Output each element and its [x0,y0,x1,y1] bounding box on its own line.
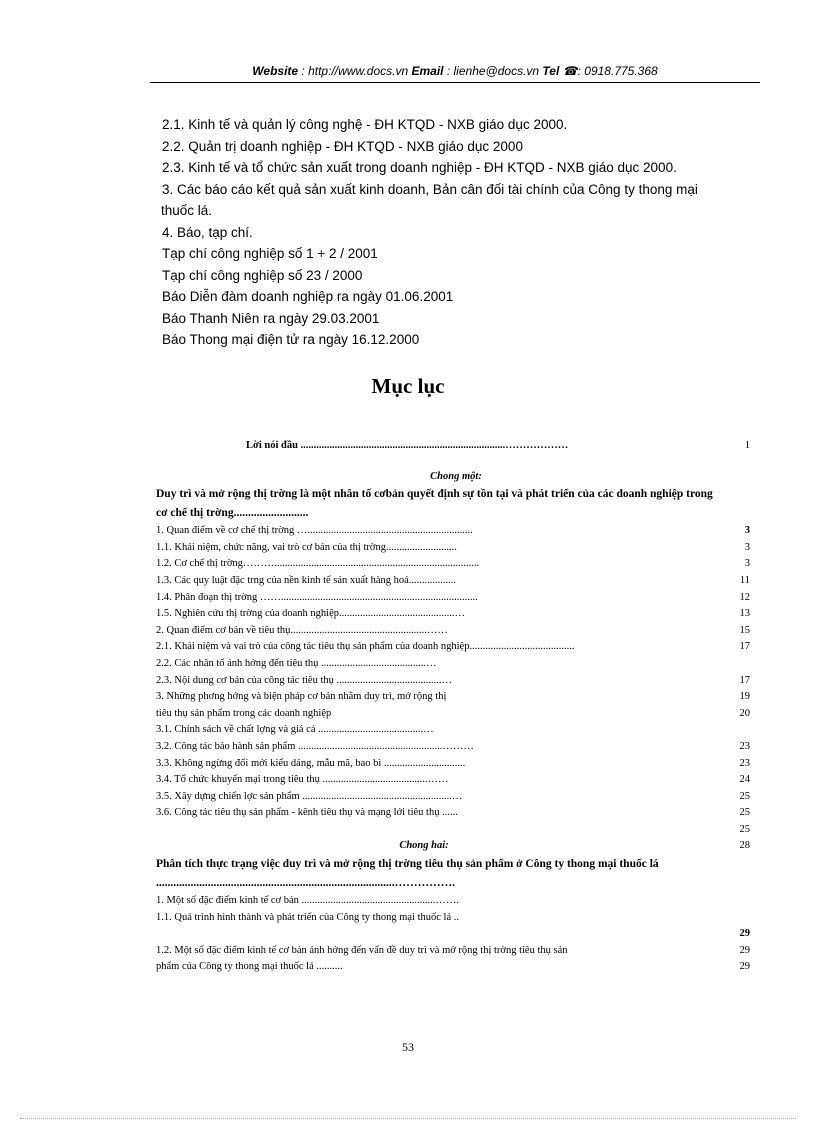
toc-entry-text: 1.2. Một số đặc điểm kinh tế cơ bản ảnh hởng đến vấn đề duy trì và mở rộng thị trờng tiêu thụ sản [156,944,568,956]
toc-entry [156,673,756,690]
toc-entry-page: 20 [739,707,750,719]
toc-entry-text: Lời nói đầu ..............................................................................……………… [246,440,569,451]
email-value: : lienhe@docs.vn [446,64,540,78]
toc-entry-text: 3.6. Công tác tiêu thụ sản phẩm - kênh tiêu thụ và mạng lới tiêu thụ ...... [156,807,458,819]
website-label: Website [252,64,299,78]
toc-entry [156,822,756,839]
toc-entry [156,639,756,656]
chapter-2-label-row [156,838,756,855]
toc-entry-page: 23 [739,740,750,752]
toc-entry [156,573,756,590]
toc-entry [156,910,756,927]
toc-entry-text: 3. Những phơng hớng và biện pháp cơ bản nhằm duy trì, mở rộng thị [156,691,447,703]
toc-entry-text: 2. Quan điểm cơ bản về tiêu thụ....................................................…… [156,624,448,636]
toc-entry-text: 1.4. Phân đoạn thị trờng ……........................................................................... [156,591,478,603]
reference-line: Báo Thanh Niên ra ngày 29.03.2001 [162,310,380,326]
toc-entry-page: 15 [739,624,750,636]
toc-entry [156,959,756,976]
references-list [162,114,762,351]
toc-entry [156,739,756,756]
reference-line: Báo Thong mại điện tử ra ngày 16.12.2000 [162,332,420,347]
toc-entry [156,556,756,573]
toc-entry-text: 1.5. Nghiên cứu thị trờng của doanh nghiệp............................................… [156,608,465,620]
toc-entry-page: 11 [739,574,750,586]
chapter-1-label: Chong một: [430,470,482,482]
toc-entry-page: 25 [739,823,750,835]
toc-entry [156,893,756,910]
chapter-1-title: Duy trì và mở rộng thị trờng là một nhân tố cơbản quyết định sự tồn tại và phát triển của các doanh nghiệp trong cơ chế thị trờng.......................... [156,488,713,520]
toc-entry-page: 17 [739,674,750,686]
toc-entry-text: 3.4. Tổ chức khuyến mại trong tiêu thụ ........................................…… [156,774,449,786]
toc-entry-text: 3.5. Xây dựng chiến lợc sản phẩm .........................................................… [156,790,463,802]
toc-entry-page: 3 [744,558,750,570]
toc-entry-page: 12 [739,591,750,603]
toc-entry-text: 2.2. Các nhân tố ảnh hởng đến tiêu thụ ........................................… [156,657,437,669]
page-bottom-divider [20,1118,796,1119]
tel-label: Tel [542,64,560,78]
toc-entry-page: 29 [739,944,750,956]
toc-entry [156,772,756,789]
toc-entry-text: 1. Một số đặc điểm kinh tế cơ bản ...................................................……. [156,895,460,907]
toc-entry [156,623,756,640]
toc-entry-text: 1.2. Cơ chế thị trờng……….............................................................................. [156,558,480,570]
toc-entry [156,689,756,706]
toc-entry-page: 3 [744,541,750,553]
reference-line: thuốc lá. [161,203,213,218]
toc-entry [156,789,756,806]
toc-entry-text: 3.2. Công tác bảo hành sản phẩm .......................................................……… [156,740,474,752]
header-divider [150,82,760,83]
tel-value: ☎: 0918.775.368 [562,64,658,78]
reference-line: Tạp chí công nghiệp số 23 / 2000 [162,267,363,283]
toc-entry [156,756,756,773]
reference-line: Báo Diễn đàm doanh nghiệp ra ngày 01.06.2001 [162,289,454,304]
toc-entry-page: 3 [744,525,750,537]
toc-entry-text: 3.3. Không ngừng đổi mới kiểu dáng, mẫu mã, bao bì ............................... [156,757,466,769]
toc-entry-page: 29 [739,961,750,973]
chapter-2-page: 28 [739,840,750,852]
toc-entry [156,606,756,623]
toc-entry-page: 13 [739,608,750,620]
toc-entry-page: 25 [739,790,750,802]
toc-entry-text: 1. Quan điểm về cơ chế thị trờng …............................................................... [156,525,473,537]
reference-line: 2.2. Quản trị doanh nghiệp - ĐH KTQD - NXB giáo dục 2000 [162,138,523,154]
chapter-2-label: Chong hai: [399,840,449,852]
toc-entry-page: 25 [739,807,750,819]
toc-title: Mục lục [371,374,445,398]
toc-entry [156,523,756,540]
website-value: : http://www.docs.vn [301,64,409,78]
reference-line: Tạp chí công nghiệp số 1 + 2 / 2001 [162,246,378,261]
toc-entry-text: 2.1. Khái niệm và vai trò của công tác tiêu thụ sản phẩm của doanh nghiệp........................................ [156,641,575,653]
toc-entry-page: 1 [744,440,750,451]
page-header [150,64,760,78]
reference-line: 4. Báo, tạp chí. [162,224,253,240]
reference-line: 2.3. Kinh tế và tổ chức sản xuất trong doanh nghiệp - ĐH KTQD - NXB giáo dục 2000. [162,160,677,175]
toc-entry [156,943,756,960]
toc-entry-text: phẩm của Công ty thong mại thuốc lá .......... [156,961,343,973]
toc-entry-text: tiêu thụ sản phẩm trong các doanh nghiệp [156,707,332,719]
toc-entry-page: 19 [739,691,750,703]
toc-entry-text: 3.1. Chính sách về chất lợng và giá cả ........................................… [156,724,434,736]
toc-entry-preface [156,438,756,455]
toc-entry [156,926,756,943]
toc-entry-text: 2.3. Nội dung cơ bản của công tác tiêu thụ ........................................… [156,674,453,686]
toc-entry [156,706,756,723]
toc-entry-text: 1.3. Các quy luật đặc trng của nền kinh tế sản xuất hàng hoá.................. [156,574,457,586]
toc-entry [156,590,756,607]
chapter-2-title: Phân tích thực trạng việc duy trì và mở rộng thị trờng tiêu thụ sản phẩm ở Công ty thong mại thuốc lá ...................................................................................……………. [156,858,659,890]
toc-entry-page: 24 [739,774,750,786]
toc-entry-page: 23 [739,757,750,769]
toc-entry-page: 29 [739,928,750,940]
page-number: 53 [402,1040,414,1054]
table-of-contents [156,438,756,976]
toc-entry-text: 1.1. Quá trình hình thành và phát triển của Công ty thong mại thuốc lá .. [156,911,459,923]
toc-entry [156,656,756,673]
toc-entry-text: 1.1. Khái niệm, chức năng, vai trò cơ bản của thị trờng........................... [156,541,457,553]
reference-line: 3. Các báo cáo kết quả sản xuất kinh doanh, Bản cân đối tài chính của Công ty thong mại [162,181,698,197]
toc-entry [156,805,756,822]
toc-entry [156,540,756,557]
reference-line: 2.1. Kinh tế và quản lý công nghệ - ĐH KTQD - NXB giáo dục 2000. [162,117,568,132]
email-label: Email [411,64,444,78]
toc-entry [156,722,756,739]
toc-entry-page: 17 [739,641,750,653]
